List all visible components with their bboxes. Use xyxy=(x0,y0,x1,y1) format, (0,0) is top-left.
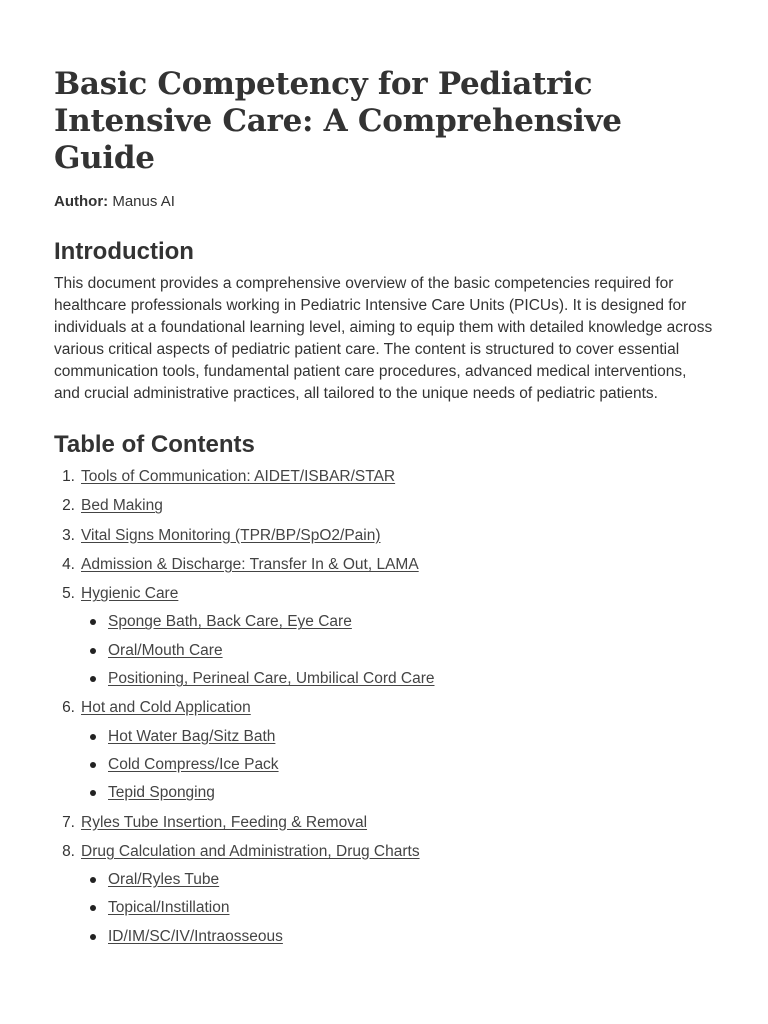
introduction-paragraph: This document provides a comprehensive overview of the basic competencies required for healthcare professionals working in Pediatric Intensive Care Units (PICUs). It is designed for individuals at a foundational learning level, aiming to equip them with detailed knowledge across various critical aspects of pediatric patient care. The content is structured to cover essential communication tools, fundamental patient care procedures, advanced medical interventions, and crucial administrative practices, all tailored to the unique needs of pediatric patients. xyxy=(54,275,713,402)
toc-sublink[interactable]: Positioning, Perineal Care, Umbilical Cord Care xyxy=(108,670,435,688)
toc-subitem xyxy=(81,668,714,690)
toc-sublink[interactable]: Tepid Sponging xyxy=(108,784,215,802)
author-name: Manus AI xyxy=(112,193,175,210)
toc-subitem xyxy=(81,782,714,804)
toc-item-number: 1. xyxy=(62,468,75,485)
toc-link[interactable]: Ryles Tube Insertion, Feeding & Removal xyxy=(81,813,368,831)
introduction-heading: Introduction xyxy=(54,238,194,265)
toc-link[interactable]: Bed Making xyxy=(81,497,163,515)
table-of-contents-heading: Table of Contents xyxy=(54,431,255,458)
toc-subitem xyxy=(81,926,714,948)
toc-sublink[interactable]: Oral/Ryles Tube xyxy=(108,871,220,889)
toc-item-number: 3. xyxy=(62,526,75,544)
toc-link[interactable]: Vital Signs Monitoring (TPR/BP/SpO2/Pain) xyxy=(81,526,381,544)
toc-link[interactable]: Hygienic Care xyxy=(81,585,179,603)
toc-sublink[interactable]: Topical/Instillation xyxy=(108,899,230,917)
toc-sublist xyxy=(81,726,714,805)
toc-subitem xyxy=(81,611,714,633)
toc-link[interactable]: Drug Calculation and Administration, Drug Charts xyxy=(81,842,420,860)
toc-item-number: 7. xyxy=(62,813,75,831)
bullet-icon xyxy=(90,648,96,654)
toc-item-number: 2. xyxy=(62,497,75,515)
document-title: Basic Competency for Pediatric Intensive Care: A Comprehensive Guide xyxy=(54,66,622,176)
toc-item xyxy=(54,525,714,547)
bullet-icon xyxy=(90,790,96,796)
author-line xyxy=(54,191,714,213)
toc-item xyxy=(54,697,714,804)
bullet-icon xyxy=(90,762,96,768)
toc-subitem xyxy=(81,897,714,919)
bullet-icon xyxy=(90,676,96,682)
toc-item xyxy=(54,841,714,948)
bullet-icon xyxy=(90,905,96,911)
toc-sublist xyxy=(81,611,714,690)
toc-sublink[interactable]: Hot Water Bag/Sitz Bath xyxy=(108,727,276,745)
toc-item xyxy=(54,812,714,834)
author-label: Author: xyxy=(54,193,109,210)
toc-item-number: 4. xyxy=(62,555,75,573)
bullet-icon xyxy=(90,877,96,883)
toc-sublist xyxy=(81,869,714,948)
toc-sublink[interactable]: Sponge Bath, Back Care, Eye Care xyxy=(108,613,352,631)
toc-subitem xyxy=(81,754,714,776)
toc-item xyxy=(54,583,714,690)
toc-sublink[interactable]: ID/IM/SC/IV/Intraosseous xyxy=(108,927,283,945)
toc-item-number: 8. xyxy=(62,842,75,860)
bullet-icon xyxy=(90,619,96,625)
bullet-icon xyxy=(90,734,96,740)
table-of-contents-list xyxy=(54,466,714,948)
toc-item xyxy=(54,466,714,488)
toc-link[interactable]: Tools of Communication: AIDET/ISBAR/STAR xyxy=(81,468,396,485)
toc-item-number: 5. xyxy=(62,585,75,603)
toc-subitem xyxy=(81,640,714,662)
toc-sublink[interactable]: Cold Compress/Ice Pack xyxy=(108,755,279,773)
toc-item-number: 6. xyxy=(62,699,75,717)
toc-link[interactable]: Hot and Cold Application xyxy=(81,699,251,717)
toc-subitem xyxy=(81,726,714,748)
bullet-icon xyxy=(90,934,96,940)
toc-link[interactable]: Admission & Discharge: Transfer In & Out, LAMA xyxy=(81,555,419,573)
toc-item xyxy=(54,554,714,576)
toc-sublink[interactable]: Oral/Mouth Care xyxy=(108,641,223,659)
toc-item xyxy=(54,495,714,517)
toc-subitem xyxy=(81,869,714,891)
